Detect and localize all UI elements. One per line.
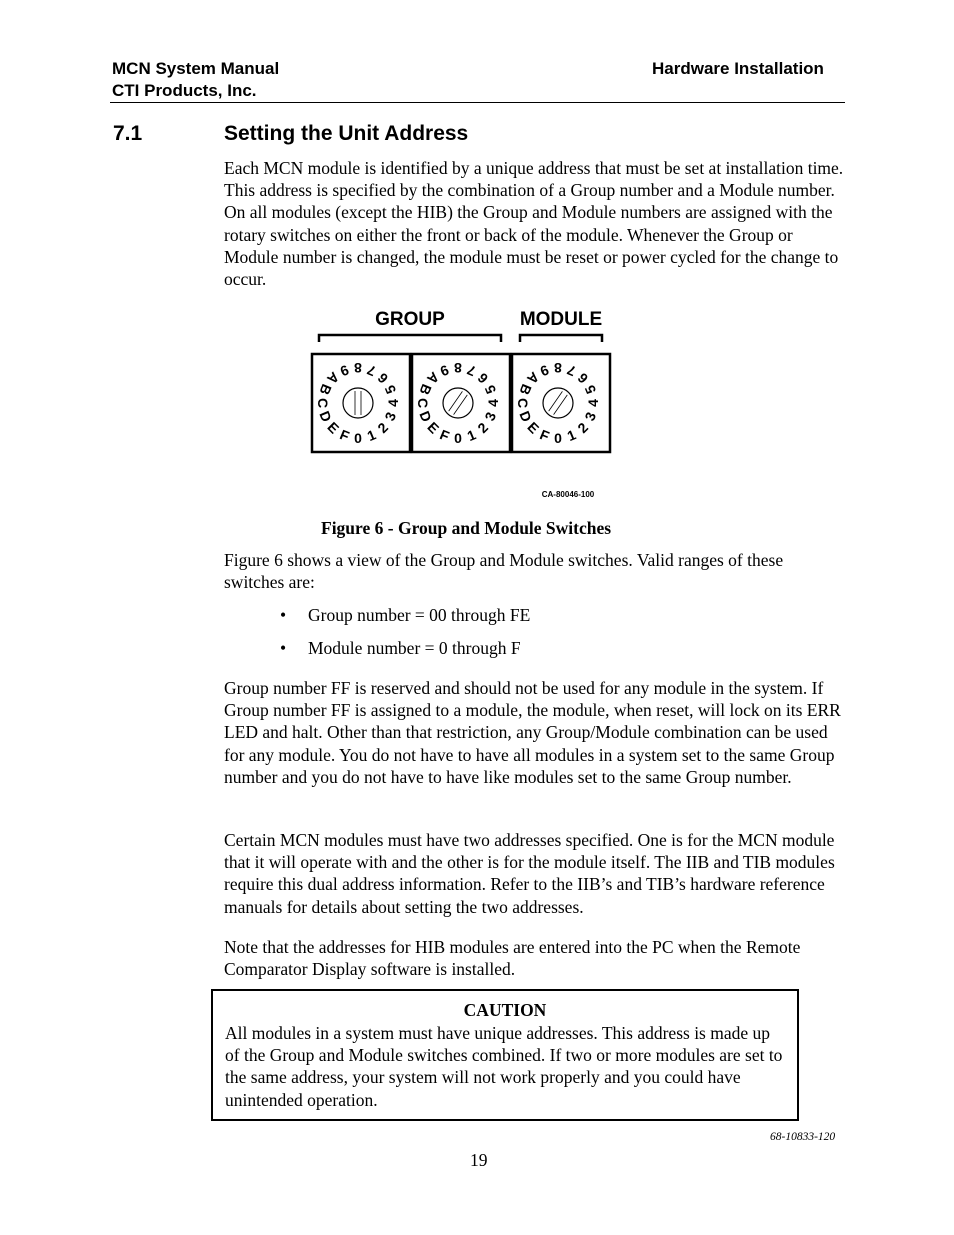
dial-digit: 3: [481, 409, 500, 424]
switch-figure: [300, 300, 630, 510]
hib-note-paragraph: Note that the addresses for HIB modules are entered into the PC when the Remote Comparator Display software is installed.: [224, 937, 801, 980]
dial-digit: 4: [485, 399, 501, 407]
dial-digit: D: [516, 408, 536, 425]
dial-digit: D: [316, 408, 336, 425]
dial-digit: A: [524, 369, 543, 388]
bullet-icon: •: [280, 638, 287, 658]
dial-digit: D: [416, 408, 436, 425]
dial-digit: 0: [454, 430, 462, 446]
dial-digit: A: [324, 369, 343, 388]
group-switch-high[interactable]: [315, 360, 401, 446]
figure-caption: Figure 6 - Group and Module Switches: [321, 518, 612, 538]
dial-digit: 7: [364, 361, 379, 380]
group-switch-low[interactable]: [415, 360, 501, 446]
dial-digit: 9: [337, 361, 352, 380]
dial-digit: A: [424, 369, 443, 388]
dial-digit: 2: [374, 419, 392, 437]
dial-digit: 1: [564, 426, 579, 445]
dial-digit: F: [437, 426, 452, 445]
dial-digit: C: [415, 397, 431, 409]
header-company: CTI Products, Inc.: [112, 81, 257, 100]
dial-digit: 4: [385, 399, 401, 407]
dial-digit: F: [337, 426, 352, 445]
dial-digit: 1: [464, 426, 479, 445]
dial-digit: 8: [454, 360, 462, 376]
dial-digit: C: [515, 397, 531, 409]
document-number: 68-10833-120: [770, 1131, 836, 1143]
list-item: [280, 604, 530, 626]
section-number: 7.1: [113, 122, 143, 145]
dial-digit: E: [424, 418, 443, 437]
dial-digit: 7: [564, 361, 579, 380]
header-chapter: Hardware Installation: [652, 59, 824, 78]
bullet-icon: •: [280, 605, 287, 625]
dial-digit: 0: [354, 430, 362, 446]
dial-digit: 5: [481, 382, 500, 397]
bullet-text-module-range: Module number = 0 through F: [308, 638, 521, 658]
dial-digit: E: [324, 418, 343, 437]
dial-digit: 7: [464, 361, 479, 380]
dial-digit: 8: [554, 360, 562, 376]
dial-digit: 1: [364, 426, 379, 445]
dial-digit: B: [416, 381, 436, 398]
figure-code: CA-80046-100: [541, 490, 595, 499]
dial-digit: 6: [574, 369, 592, 387]
group-label: GROUP: [375, 309, 445, 330]
dial-digit: 8: [354, 360, 362, 376]
dial-digit: 5: [581, 382, 600, 397]
caution-title: CAUTION: [463, 1000, 547, 1020]
group-bracket: [319, 335, 501, 342]
dial-knob: [543, 388, 573, 418]
dial-digit: 3: [581, 409, 600, 424]
dial-digit: B: [516, 381, 536, 398]
caution-text: All modules in a system must have unique addresses. This address is made up of the Group and Module switches combined. If two or more modules are set to the same address, your system will not work properly and you could have unintended operation.: [225, 1023, 783, 1110]
dial-digit: F: [537, 426, 552, 445]
dial-digit: C: [315, 397, 331, 409]
module-switch[interactable]: [515, 360, 601, 446]
dial-digit: 6: [374, 369, 392, 387]
list-item: [280, 637, 521, 659]
dial-knob: [343, 388, 373, 418]
dial-digit: 5: [381, 382, 400, 397]
dial-knob: [443, 388, 473, 418]
dial-digit: 4: [585, 399, 601, 407]
caution-box: [211, 989, 799, 1121]
figure-reference-paragraph: Figure 6 shows a view of the Group and Module switches. Valid ranges of these switches are:: [224, 550, 784, 593]
dial-digit: 9: [437, 361, 452, 380]
dial-digit: 9: [537, 361, 552, 380]
dial-digit: 3: [381, 409, 400, 424]
dial-digit: 2: [474, 419, 492, 437]
page-number: 19: [470, 1150, 488, 1170]
dial-digit: E: [524, 418, 543, 437]
header-manual-title: MCN System Manual: [112, 59, 280, 78]
dial-digit: 0: [554, 430, 562, 446]
switch-diagram: [300, 300, 630, 510]
dial-digit: 6: [474, 369, 492, 387]
module-label: MODULE: [519, 309, 603, 330]
dial-digit: 2: [574, 419, 592, 437]
dual-address-paragraph: Certain MCN modules must have two addresses specified. One is for the MCN module that it will operate with and the other is for the module itself. The IIB and TIB modules require this dual address information. Refer to the IIB’s and TIB’s hardware reference manuals for details about setting the two addresses.: [224, 830, 835, 917]
header-rule: [110, 102, 845, 103]
reserved-group-paragraph: Group number FF is reserved and should not be used for any module in the system. If Group number FF is assigned to a module, the module, when reset, will lock on its ERR LED and halt. Other than that restriction, any Group/Module combination can be used for any module. You do not have to have all modules in a system set to the same Group number and you do not have to have like modules set to the same Group number.: [224, 678, 841, 787]
section-title: Setting the Unit Address: [224, 122, 469, 145]
dial-digit: B: [316, 381, 336, 398]
intro-paragraph: Each MCN module is identified by a unique address that must be set at installation time. This address is specified by the combination of a Group number and a Module number. On all modules (except the HIB) the Group and Module numbers are assigned with the rotary switches on either the front or back of the module. Whenever the Group or Module number is changed, the module must be reset or power cycled for the change to occur.: [224, 158, 844, 290]
bullet-text-group-range: Group number = 00 through FE: [308, 605, 531, 625]
module-bracket: [520, 335, 602, 342]
